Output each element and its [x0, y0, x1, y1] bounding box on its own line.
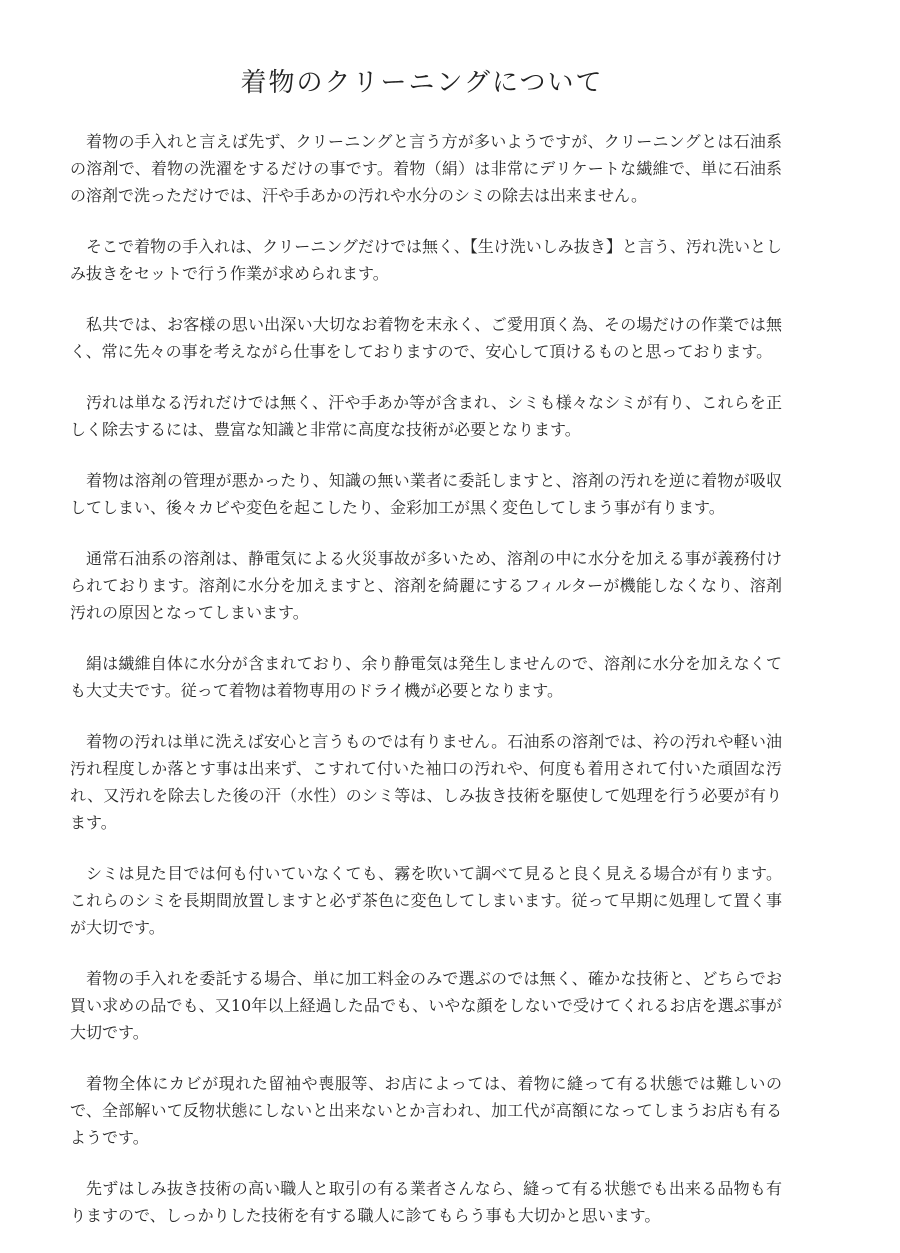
paragraph: そこで着物の手入れは、クリーニングだけでは無く、【生け洗いしみ抜き】と言う、汚れ洗いとしみ抜きをセットで行う作業が求められます。 — [70, 237, 782, 283]
document-title: 着物のクリーニングについて — [240, 68, 604, 98]
paragraph: 着物の手入れと言えば先ず、クリーニングと言う方が多いようですが、クリーニングとは石油系の溶剤で、着物の洗濯をするだけの事です。着物（絹）は非常にデリケートな繊維で、単に石油系の溶剤で洗っただけでは、汗や手あかの汚れや水分のシミの除去は出来ません。 — [70, 132, 782, 205]
paragraph: 私共では、お客様の思い出深い大切なお着物を末永く、ご愛用頂く為、その場だけの作業では無く、常に先々の事を考えながら仕事をしておりますので、安心して頂けるものと思っております。 — [70, 315, 782, 361]
paragraph: 着物全体にカビが現れた留袖や喪服等、お店によっては、着物に縫って有る状態では難しいので、全部解いて反物状態にしないと出来ないとか言われ、加工代が高額になってしまうお店も有るようです。 — [70, 1074, 782, 1147]
paragraph: 着物の手入れを委託する場合、単に加工料金のみで選ぶのでは無く、確かな技術と、どちらでお買い求めの品でも、又10年以上経過した品でも、いやな顔をしないで受けてくれるお店を選ぶ事が大切です。 — [70, 969, 782, 1042]
paragraph: シミは見た目では何も付いていなくても、霧を吹いて調べて見ると良く見える場合が有ります。これらのシミを長期間放置しますと必ず茶色に変色してしまいます。従って早期に処理して置く事が大切です。 — [70, 864, 782, 937]
paragraph: 絹は繊維自体に水分が含まれており、余り静電気は発生しませんので、溶剤に水分を加えなくても大丈夫です。従って着物は着物専用のドライ機が必要となります。 — [70, 654, 782, 700]
paragraph: 着物の汚れは単に洗えば安心と言うものでは有りません。石油系の溶剤では、衿の汚れや軽い油汚れ程度しか落とす事は出来ず、こすれて付いた袖口の汚れや、何度も着用されて付いた頑固な汚れ、又汚れを除去した後の汗（水性）のシミ等は、しみ抜き技術を駆使して処理を行う必要が有ります。 — [70, 732, 782, 832]
paragraph: 汚れは単なる汚れだけでは無く、汗や手あか等が含まれ、シミも様々なシミが有り、これらを正しく除去するには、豊富な知識と非常に高度な技術が必要となります。 — [70, 393, 782, 439]
paragraph: 先ずはしみ抜き技術の高い職人と取引の有る業者さんなら、縫って有る状態でも出来る品物も有りますので、しっかりした技術を有する職人に診てもらう事も大切かと思います。 — [70, 1179, 782, 1225]
paragraph: 着物は溶剤の管理が悪かったり、知識の無い業者に委託しますと、溶剤の汚れを逆に着物が吸収してしまい、後々カビや変色を起こしたり、金彩加工が黒く変色してしまう事が有ります。 — [70, 471, 782, 517]
document-body — [70, 128, 782, 1253]
paragraph: 通常石油系の溶剤は、静電気による火災事故が多いため、溶剤の中に水分を加える事が義務付けられております。溶剤に水分を加えますと、溶剤を綺麗にするフィルターが機能しなくなり、溶剤汚れの原因となってしまいます。 — [70, 549, 782, 622]
